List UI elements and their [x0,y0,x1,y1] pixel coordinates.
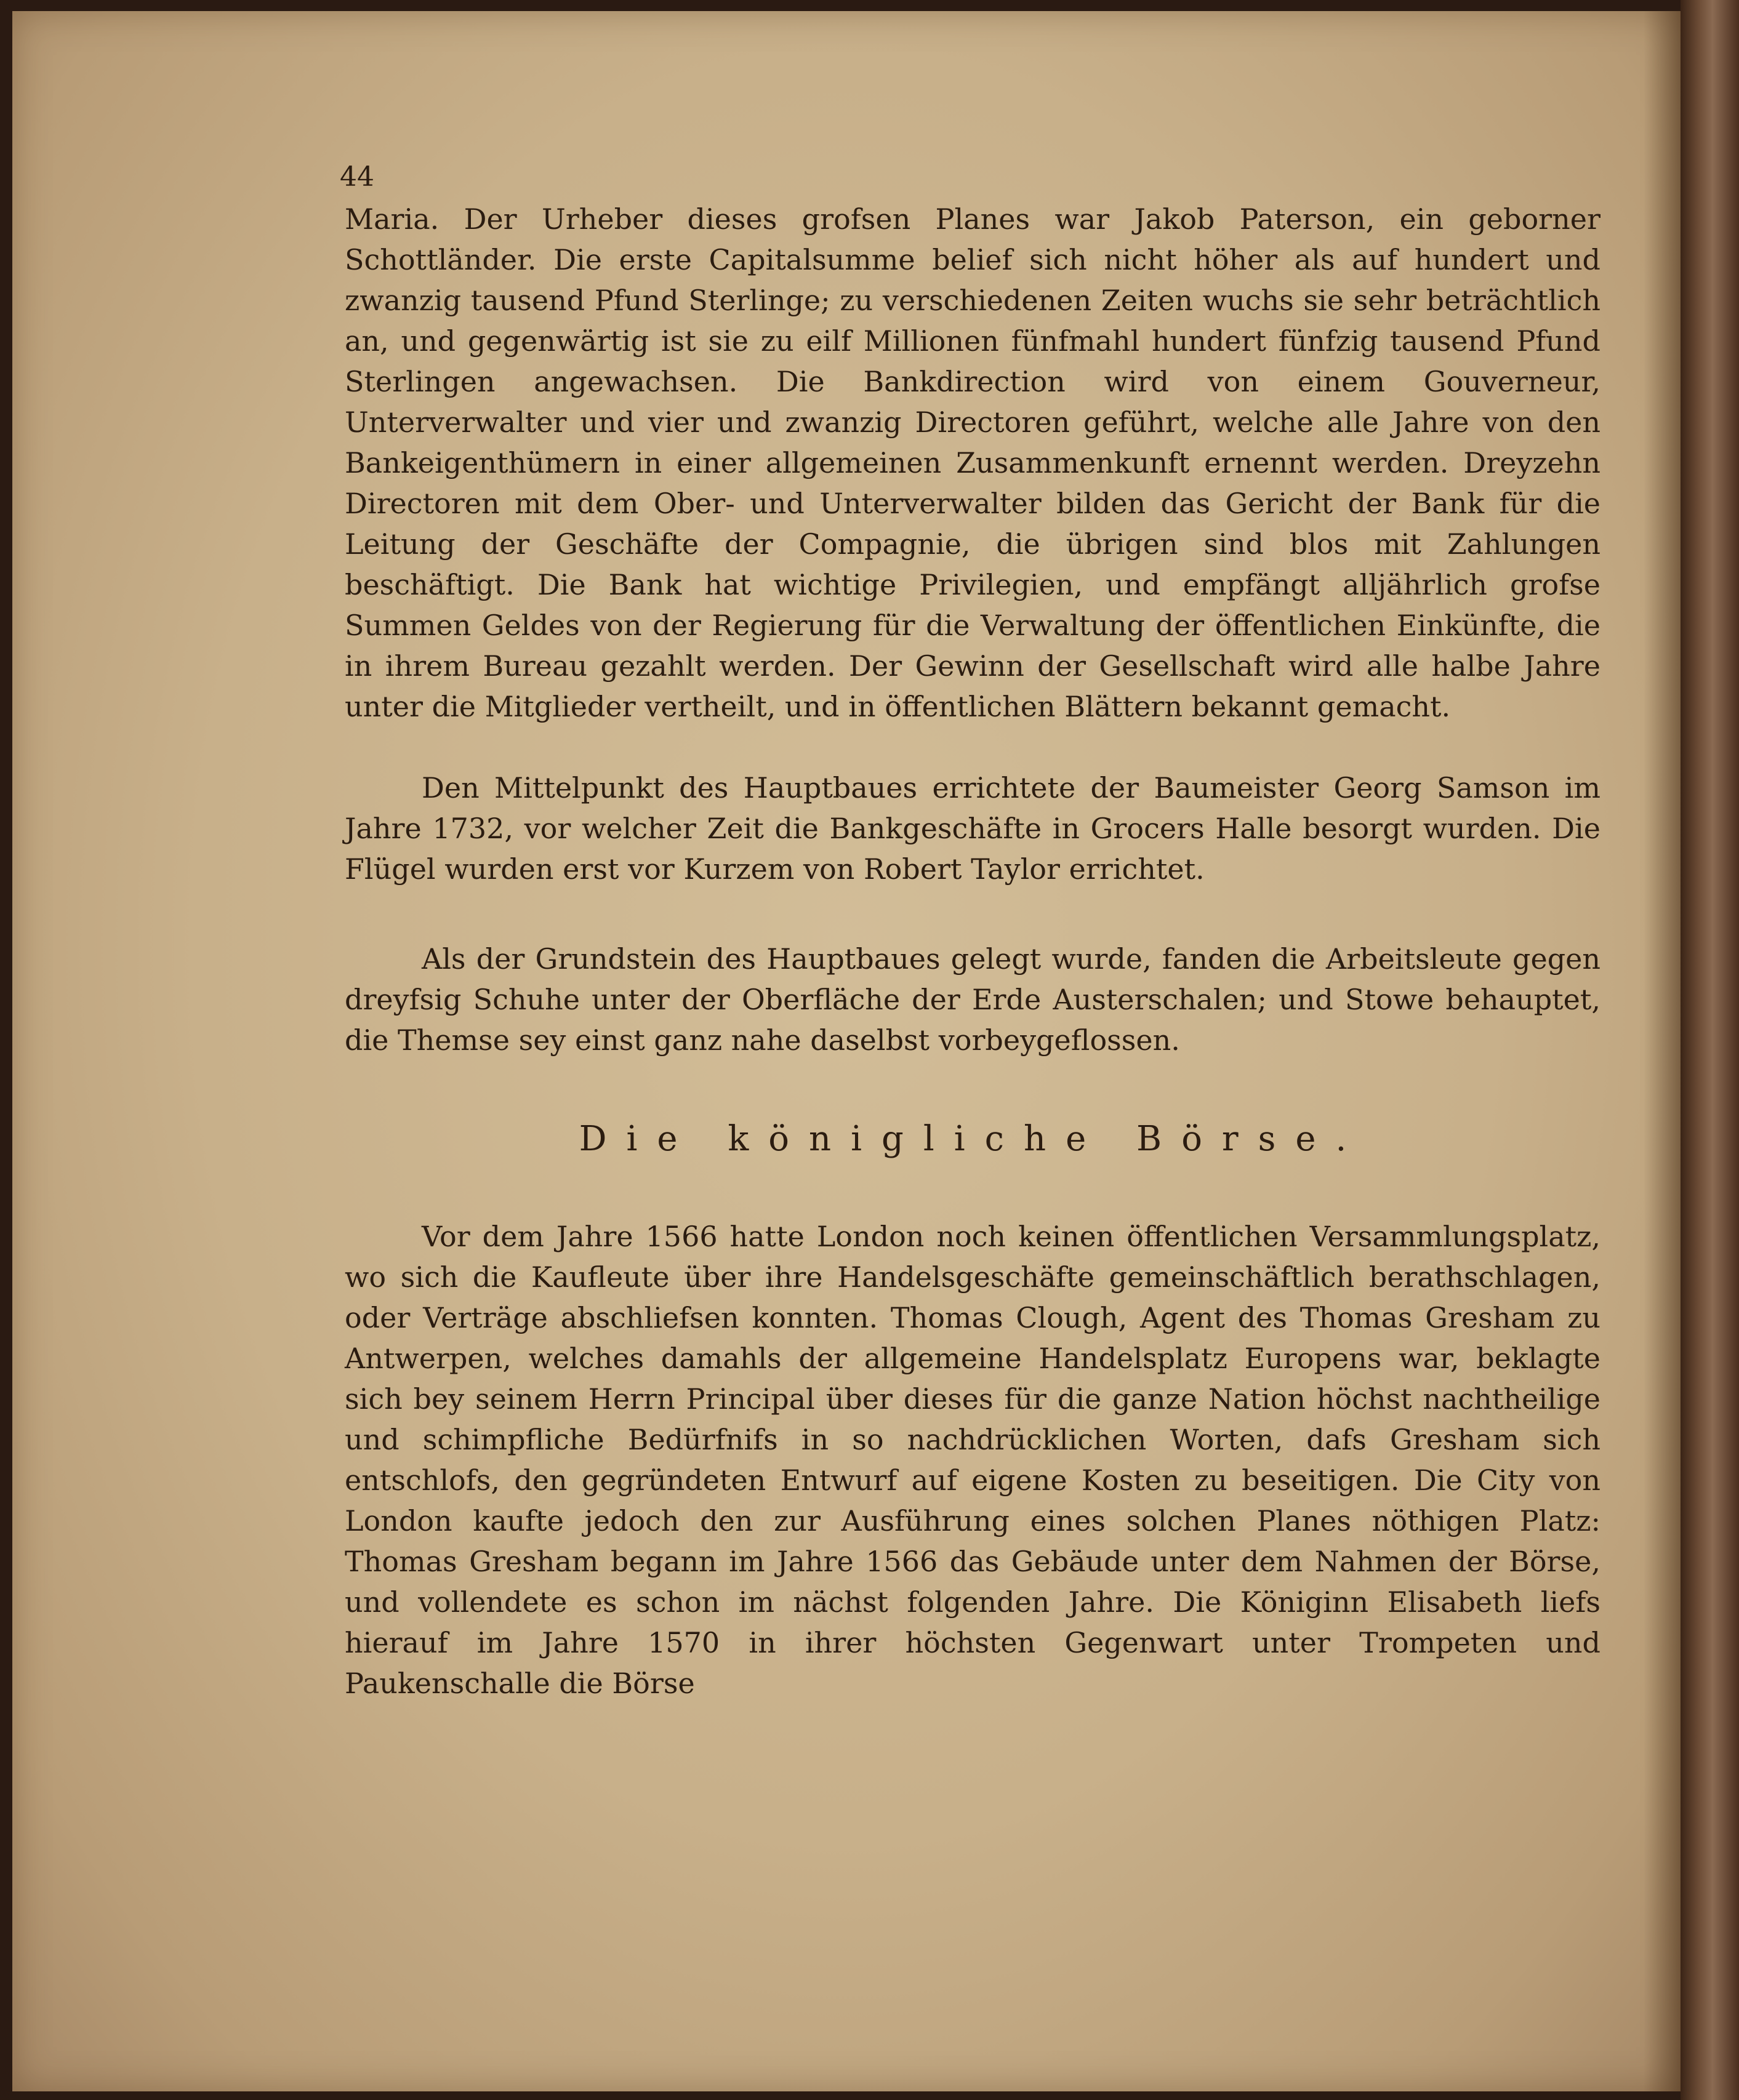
page-number: 44 [340,161,374,193]
paragraph-main-building: Den Mittelpunkt des Hauptbaues errichtete der Baumeister Georg Samson im Jahre 1732, vor welcher Zeit die Bankgeschäfte in Grocers Halle besorgt wurden. Die Flügel wurden erst vor Kurzem von Robert Taylor errichtet. [345,771,1600,886]
section-heading: Die königliche Börse. [579,1119,1367,1159]
paragraph-foundation-stone: Als der Grundstein des Hauptbaues gelegt wurde, fanden die Arbeitsleute gegen dreyfsig Schuhe unter der Oberfläche der Erde Austerschalen; und Stowe behauptet, die Themse sey einst ganz nahe daselbst vorbeygeflossen. [345,942,1600,1057]
page-text [340,157,1600,1704]
paragraph-bank-direction: Maria. Der Urheber dieses grofsen Planes war Jakob Paterson, ein geborner Schottländer. Die erste Capitalsumme belief sich nicht höher als auf hundert und zwanzig tausend Pfund Sterlinge; zu verschiedenen Zeiten wuchs sie sehr beträchtlich an, und gegenwärtig ist sie zu eilf Millionen fünfmahl hundert fünfzig tausend Pfund Sterlingen angewachsen. Die Bankdirection wird von einem Gouverneur, Unterverwalter und vier und zwanzig Directoren geführt, welche alle Jahre von den Bankeigenthümern in einer allgemeinen Zusammenkunft ernennt werden. Dreyzehn Directoren mit dem Ober- und Unterverwalter bilden das Gericht der Bank für die Leitung der Geschäfte der Compagnie, die übrigen sind blos mit Zahlungen beschäftigt. Die Bank hat wichtige Privilegien, und empfängt alljährlich grofse Summen Geldes von der Regierung für die Verwaltung der öffentlichen Einkünfte, die in ihrem Bureau gezahlt werden. Der Gewinn der Gesellschaft wird alle halbe Jahre unter die Mitglieder vertheilt, und in öffentlichen Blättern bekannt gemacht. [345,202,1600,723]
page-gutter-shadow [1644,11,1681,2091]
paragraph-royal-exchange: Vor dem Jahre 1566 hatte London noch keinen öffentlichen Versammlungsplatz, wo sich die Kaufleute über ihre Handelsgeschäfte gemeinschäftlich berathschlagen, oder Verträge abschliefsen konnten. Thomas Clough, Agent des Thomas Gresham zu Antwerpen, welches damahls der allgemeine Handelsplatz Europens war, beklagte sich bey seinem Herrn Principal über dieses für die ganze Nation höchst nachtheilige und schimpfliche Bedürfnifs in so nachdrücklichen Worten, dafs Gresham sich entschlofs, den gegründeten Entwurf auf eigene Kosten zu beseitigen. Die City von London kaufte jedoch den zur Ausführung eines solchen Planes nöthigen Platz: Thomas Gresham begann im Jahre 1566 das Gebäude unter dem Nahmen der Börse, und vollendete es schon im nächst folgenden Jahre. Die Königinn Elisabeth liefs hierauf im Jahre 1570 in ihrer höchsten Gegenwart unter Trompeten und Paukenschalle die Börse [345,1220,1600,1700]
book-edge [1681,0,1739,2100]
